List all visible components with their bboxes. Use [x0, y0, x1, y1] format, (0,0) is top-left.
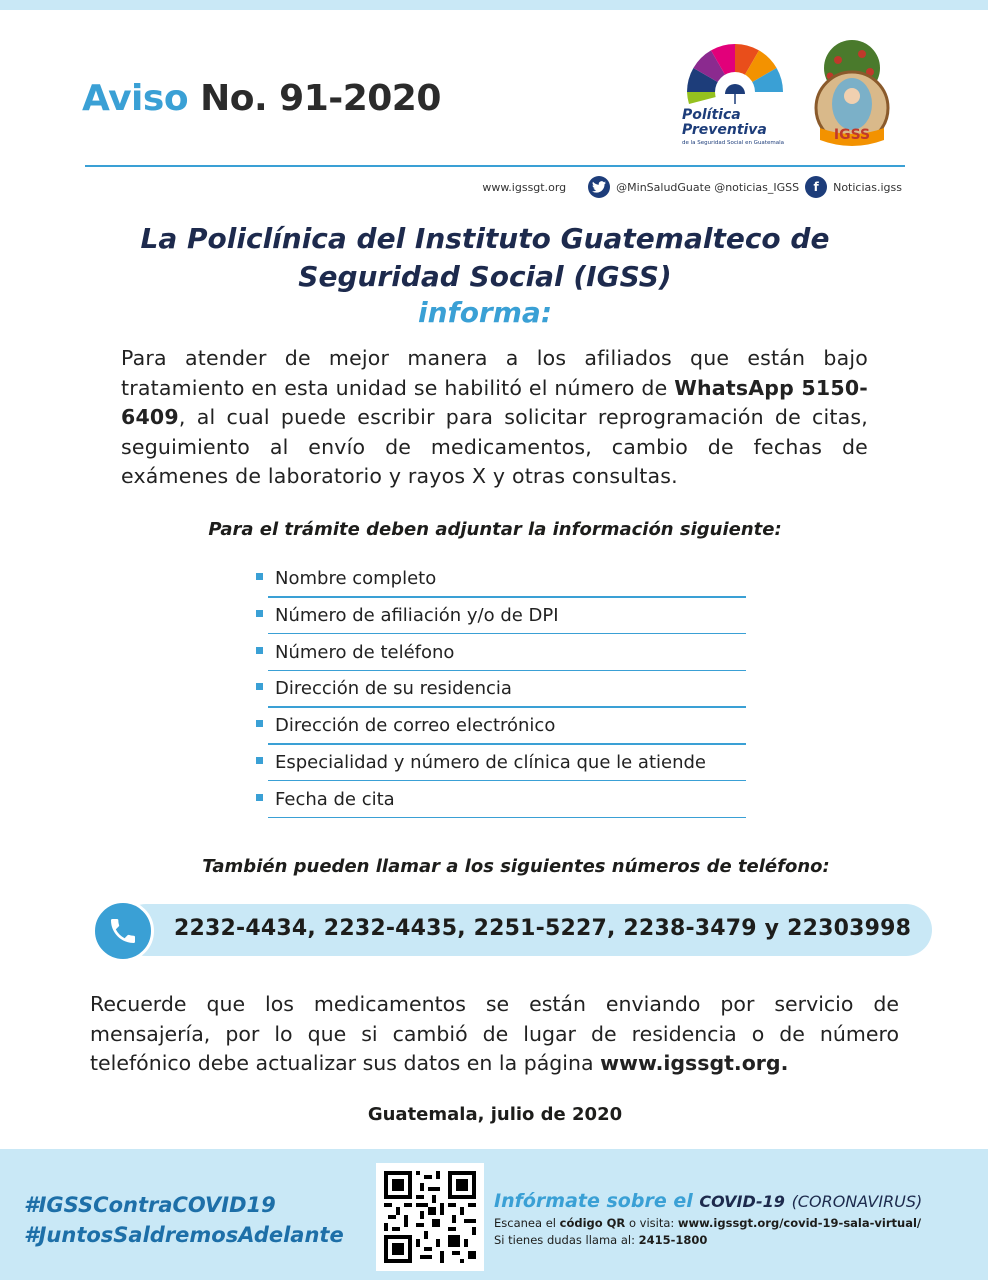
list-divider [268, 743, 746, 745]
help-phone[interactable]: 2415-1800 [638, 1233, 708, 1247]
header-divider [85, 165, 905, 167]
twitter-handles[interactable]: @MinSaludGuate @noticias_IGSS [616, 180, 800, 194]
coronavirus-label: (CORONAVIRUS) [791, 1192, 923, 1211]
bullet-icon [256, 683, 263, 690]
help-line [494, 1233, 707, 1247]
list-item-text: Nombre completo [275, 568, 437, 589]
phone-numbers[interactable]: 2232-4434, 2232-4435, 2251-5227, 2238-3479 y 22303998 [174, 916, 912, 941]
politica-preventiva-subtitle: de la Seguridad Social en Guatemala [682, 140, 784, 146]
social-links [482, 176, 902, 198]
hashtag-igss: #IGSSContraCOVID19 [24, 1193, 276, 1217]
top-accent-bar [0, 0, 988, 10]
list-item [256, 672, 746, 709]
intro-paragraph [121, 344, 868, 492]
title-line2: Seguridad Social (IGSS) [298, 260, 672, 293]
list-divider [268, 633, 746, 635]
title-line1: La Policlínica del Instituto Guatemalteco de [140, 222, 830, 255]
list-item [256, 599, 746, 636]
aviso-word: Aviso [82, 78, 189, 119]
reminder-text: Recuerde que los medicamentos se están enviando por servicio de mensajería, por lo que si cambió de lugar de residencia o de número telefónico debe actualizar sus datos en la página [90, 992, 899, 1075]
scan-text-c: o visita: [625, 1216, 678, 1230]
logo-line2: Preventiva [682, 122, 767, 138]
date-line: Guatemala, julio de 2020 [367, 1104, 623, 1125]
bullet-icon [256, 794, 263, 801]
igss-logo [800, 36, 904, 154]
aviso-number: No. 91-2020 [200, 78, 441, 119]
hashtag-juntos: #JuntosSaldremosAdelante [24, 1223, 344, 1247]
bullet-icon [256, 610, 263, 617]
twitter-icon [588, 176, 610, 198]
scan-text-qr: código QR [559, 1216, 626, 1230]
reminder-paragraph [90, 990, 899, 1079]
list-divider [268, 670, 746, 672]
list-item [256, 746, 746, 783]
list-divider [268, 706, 746, 708]
politica-preventiva-text [682, 108, 767, 138]
website-link[interactable]: www.igssgt.org [482, 180, 567, 194]
facebook-handle[interactable]: Noticias.igss [833, 180, 902, 194]
list-item-text: Dirección de su residencia [275, 678, 512, 700]
list-item [256, 636, 746, 673]
qr-code[interactable] [376, 1163, 484, 1271]
bullet-icon [256, 757, 263, 764]
igss-logo-label: IGSS [833, 127, 871, 143]
page-title [100, 220, 870, 296]
list-item-text: Número de afiliación y/o de DPI [275, 604, 559, 626]
list-item [256, 709, 746, 746]
informate-heading [494, 1190, 922, 1212]
bullet-icon [256, 720, 263, 727]
list-item-text: Fecha de cita [275, 788, 395, 810]
requirements-heading: Para el trámite deben adjuntar la información siguiente: [208, 519, 782, 540]
scan-instructions [494, 1216, 921, 1230]
covid-url-link[interactable]: www.igssgt.org/covid-19-sala-virtual/ [677, 1216, 922, 1230]
qr-code-icon [384, 1171, 476, 1263]
help-text: Si tienes dudas llama al: [494, 1233, 639, 1247]
intro-text-a: Para atender de mejor manera a los afiliados que están bajo tratamiento en esta unidad se habilitó el número de [121, 346, 868, 400]
reminder-website-link[interactable]: www.igssgt.org. [600, 1051, 789, 1075]
whatsapp-number: WhatsApp 5150-6409 [121, 375, 868, 429]
covid-label: COVID-19 [699, 1192, 785, 1211]
bullet-icon [256, 647, 263, 654]
requirements-list [256, 562, 746, 820]
informa-heading: informa: [417, 296, 553, 329]
list-item-text: Número de teléfono [275, 641, 455, 663]
phones-heading: También pueden llamar a los siguientes números de teléfono: [202, 856, 830, 877]
list-item-text: Dirección de correo electrónico [275, 715, 556, 737]
phone-icon [92, 900, 154, 962]
list-divider [268, 780, 746, 782]
notice-number [82, 78, 441, 119]
logo-line1: Política [682, 107, 741, 123]
list-item-text: Especialidad y número de clínica que le atiende [275, 751, 706, 773]
list-divider [268, 596, 746, 598]
intro-text-b: , al cual puede escribir para solicitar reprogramación de citas, seguimiento al envío de medicamentos, cambio de fechas de exámenes de laboratorio y rayos X y otras consultas. [121, 405, 868, 488]
bullet-icon [256, 573, 263, 580]
list-item [256, 783, 746, 820]
scan-text-a: Escanea el [494, 1216, 560, 1230]
list-item [256, 562, 746, 599]
list-divider [268, 817, 746, 819]
facebook-icon: f [805, 176, 827, 198]
informate-text: Infórmate sobre el [494, 1190, 700, 1212]
